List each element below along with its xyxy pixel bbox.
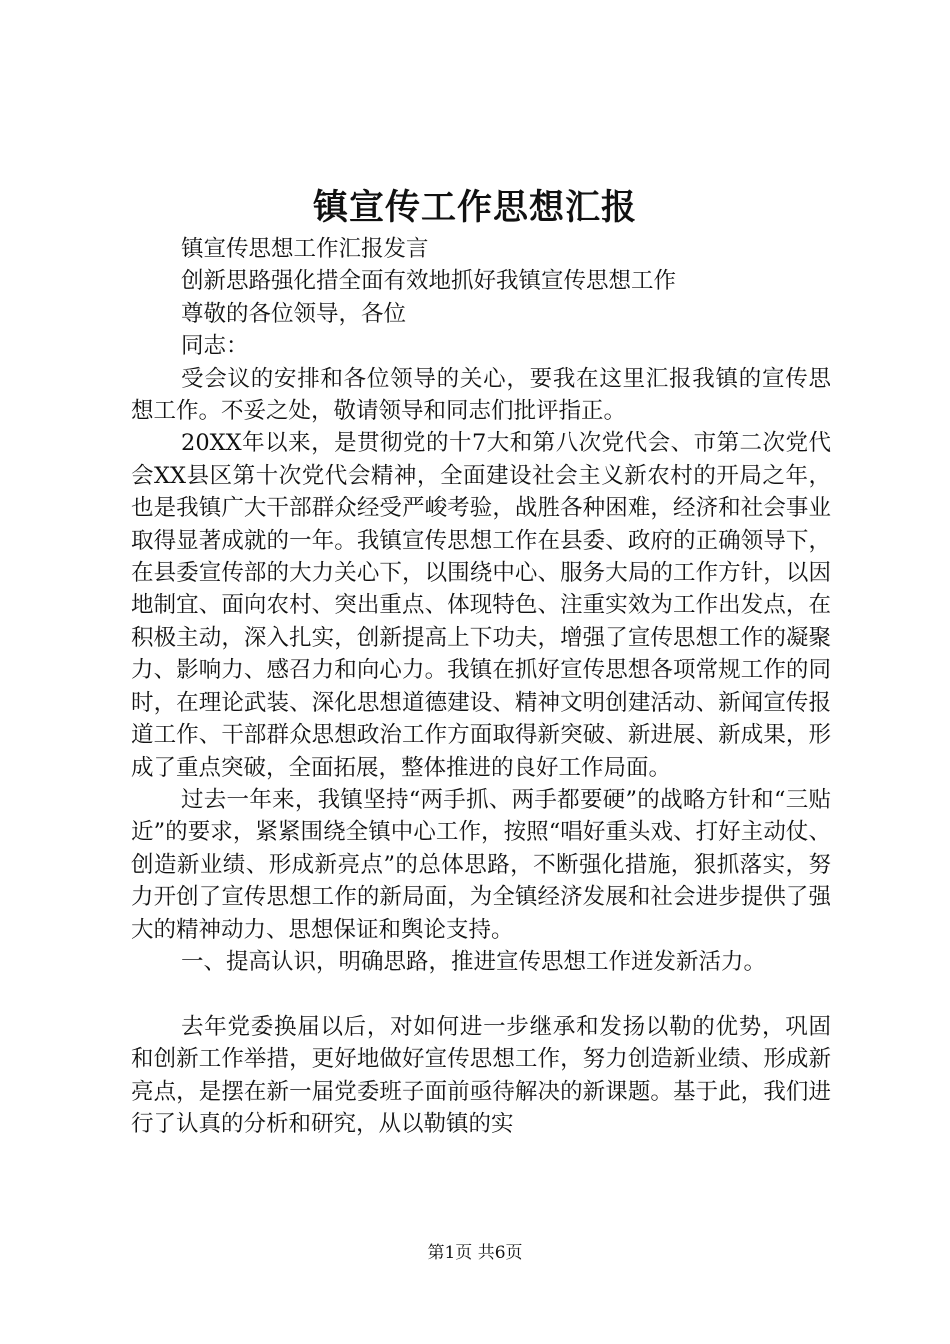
paragraph-section-heading: 一、提高认识，明确思路，推进宣传思想工作迸发新活力。 — [181, 948, 767, 975]
paragraph-salutation-cont: 同志： — [181, 333, 249, 360]
paragraph-heading: 创新思路强化措全面有效地抓好我镇宣传思想工作 — [181, 268, 677, 295]
page-footer: 第1页 共6页 — [427, 1243, 523, 1263]
document-body — [131, 233, 831, 1140]
paragraph-overview: 20XX年以来，是贯彻党的十7大和第八次党代会、市第二次党代会XX县区第十次党代会精神，全面建设社会主义新农村的开局之年，也是我镇广大干部群众经受严峻考验，战胜各种困难，经济和社会事业取得显著成就的一年。我镇宣传思想工作在县委、政府的正确领导下，在县委宣传部的大力关心下，以围绕中心、服务大局的工作方针，以因地制宜、面向农村、突出重点、体现特色、注重实效为工作出发点，在积极主动，深入扎实，创新提高上下功夫，增强了宣传思想工作的凝聚力、影响力、感召力和向心力。我镇在抓好宣传思想各项常规工作的同时，在理论武装、深化思想道德建设、精神文明创建活动、新闻宣传报道工作、干部群众思想政治工作方面取得新突破、新进展、新成果，形成了重点突破，全面拓展，整体推进的良好工作局面。 — [131, 430, 831, 781]
paragraph-salutation: 尊敬的各位领导，各位 — [181, 300, 407, 327]
paragraph-intro: 受会议的安排和各位领导的关心，要我在这里汇报我镇的宣传思想工作。不妥之处，敬请领导和同志们批评指正。 — [131, 365, 831, 425]
document-title: 镇宣传工作思想汇报 — [312, 187, 637, 228]
paragraph-subtitle: 镇宣传思想工作汇报发言 — [181, 236, 429, 262]
paragraph-section-body: 去年党委换届以后，对如何进一步继承和发扬以勒的优势，巩固和创新工作举措，更好地做好宣传思想工作，努力创造新业绩、形成新亮点，是摆在新一届党委班子面前亟待解决的新课题。基于此，我们进行了认真的分析和研究，从以勒镇的实 — [131, 1013, 831, 1137]
paragraph-past-year: 过去一年来，我镇坚持“两手抓、两手都要硬”的战略方针和“三贴近”的要求，紧紧围绕全镇中心工作，按照“唱好重头戏、打好主动仗、创造新业绩、形成新亮点”的总体思路，不断强化措施，狠抓落实，努力开创了宣传思想工作的新局面，为全镇经济发展和社会进步提供了强大的精神动力、思想保证和舆论支持。 — [131, 786, 831, 943]
